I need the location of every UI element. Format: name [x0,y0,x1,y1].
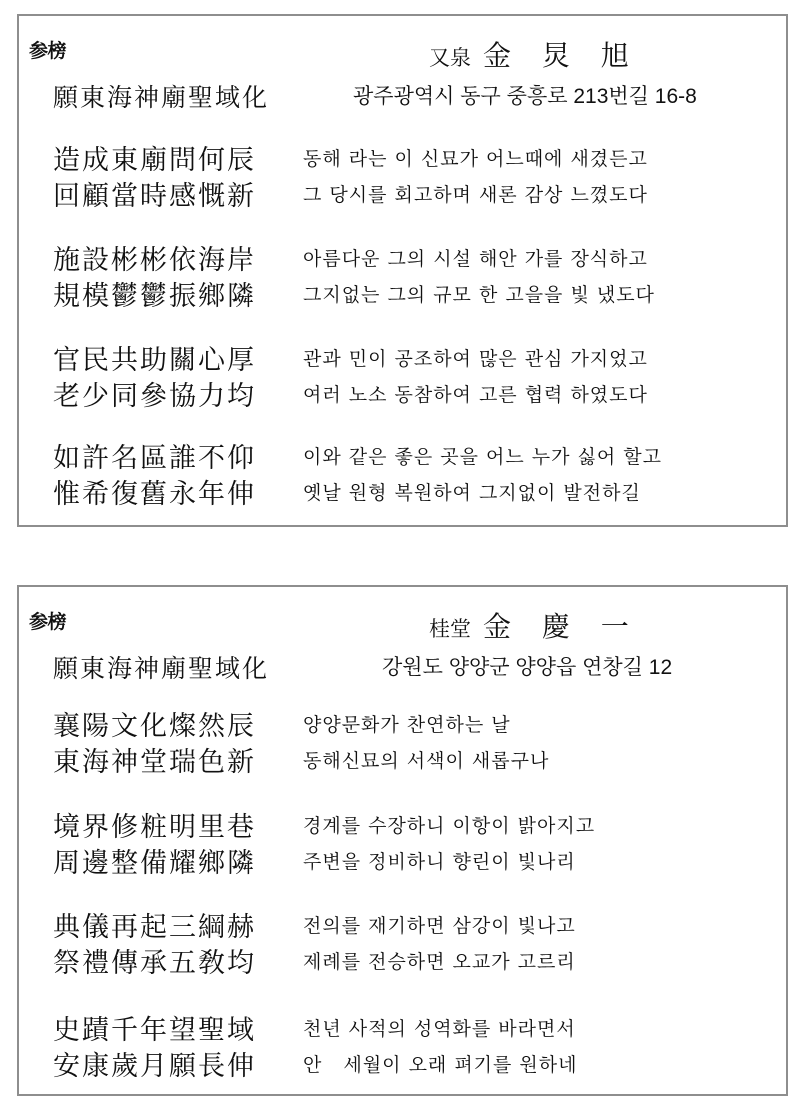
verse-line [53,841,773,877]
verse-line [53,1008,773,1044]
verse-line [53,374,773,410]
verse-line [53,905,773,941]
hanja-verse: 回顧當時感慨新 [53,181,256,212]
hanja-verse: 東海神堂瑞色新 [53,747,256,778]
hanja-verse: 襄陽文化燦然辰 [53,711,256,742]
hanja-verse: 史蹟千年望聖域 [53,1015,256,1046]
rank-label: 参榜 [29,611,67,633]
author-name: 金 炅 旭 [483,39,640,72]
korean-translation: 관과 민이 공조하여 많은 관심 가지었고 [303,348,648,370]
stanza [53,1008,773,1080]
korean-translation: 제례를 전승하면 오교가 고르리 [303,951,576,973]
korean-translation: 경계를 수장하니 이항이 밝아지고 [303,815,596,837]
author-pen-name: 桂堂 [429,617,471,641]
hanja-verse: 造成東廟問何辰 [53,145,256,176]
poem-title: 願東海神廟聖域化 [53,83,270,112]
poem-card [17,585,788,1096]
verse-line [53,338,773,374]
korean-translation: 천년 사적의 성역화를 바라면서 [303,1018,576,1040]
hanja-verse: 周邊整備耀鄉隣 [53,848,256,879]
korean-translation: 동해 라는 이 신묘가 어느때에 새겼든고 [303,148,648,170]
hanja-verse: 老少同參協力均 [53,381,256,412]
hanja-verse: 官民共助關心厚 [53,345,256,376]
korean-translation: 이와 같은 좋은 곳을 어느 누가 싫어 할고 [303,446,662,468]
korean-translation: 전의를 재기하면 삼강이 빛나고 [303,915,576,937]
hanja-verse: 祭禮傳承五敎均 [53,948,256,979]
author-pen-name: 又泉 [429,46,471,70]
verse-line [53,704,773,740]
verse-line [53,805,773,841]
verse-line [53,472,773,508]
hanja-verse: 施設彬彬依海岸 [53,245,256,276]
korean-translation: 그 당시를 회고하며 새론 감상 느꼈도다 [303,184,648,206]
verse-line [53,238,773,274]
verse-line [53,740,773,776]
author-address: 강원도 양양군 양양읍 연창길 12 [382,656,673,679]
poem-title: 願東海神廟聖域化 [53,654,270,683]
stanza [53,704,773,776]
author [429,605,640,645]
korean-translation: 안 세월이 오래 펴기를 원하네 [303,1054,578,1076]
hanja-verse: 惟希復舊永年伸 [53,479,256,510]
verse-line [53,274,773,310]
korean-translation: 양양문화가 찬연하는 날 [303,714,511,736]
rank-label: 参榜 [29,40,67,62]
stanza [53,436,773,508]
verse-line [53,436,773,472]
poem-card [17,14,788,527]
hanja-verse: 安康歲月願長伸 [53,1051,256,1082]
korean-translation: 그지없는 그의 규모 한 고을을 빛 냈도다 [303,284,655,306]
hanja-verse: 境界修粧明里巷 [53,812,256,843]
hanja-verse: 如許名區誰不仰 [53,443,256,474]
author-address: 광주광역시 동구 중흥로 213번길 16-8 [353,85,697,108]
hanja-verse: 規模鬱鬱振鄉隣 [53,281,256,312]
verse-line [53,174,773,210]
stanza [53,338,773,410]
korean-translation: 옛날 원형 복원하여 그지없이 발전하길 [303,482,641,504]
author [429,34,640,74]
author-name: 金 慶 一 [483,610,640,643]
hanja-verse: 典儀再起三綱赫 [53,912,256,943]
korean-translation: 여러 노소 동참하여 고른 협력 하였도다 [303,384,648,406]
korean-translation: 동해신묘의 서색이 새롭구나 [303,750,550,772]
stanza [53,138,773,210]
verse-line [53,1044,773,1080]
korean-translation: 주변을 정비하니 향린이 빛나리 [303,851,576,873]
verse-line [53,138,773,174]
stanza [53,238,773,310]
korean-translation: 아름다운 그의 시설 해안 가를 장식하고 [303,248,648,270]
stanza [53,905,773,977]
stanza [53,805,773,877]
verse-line [53,941,773,977]
